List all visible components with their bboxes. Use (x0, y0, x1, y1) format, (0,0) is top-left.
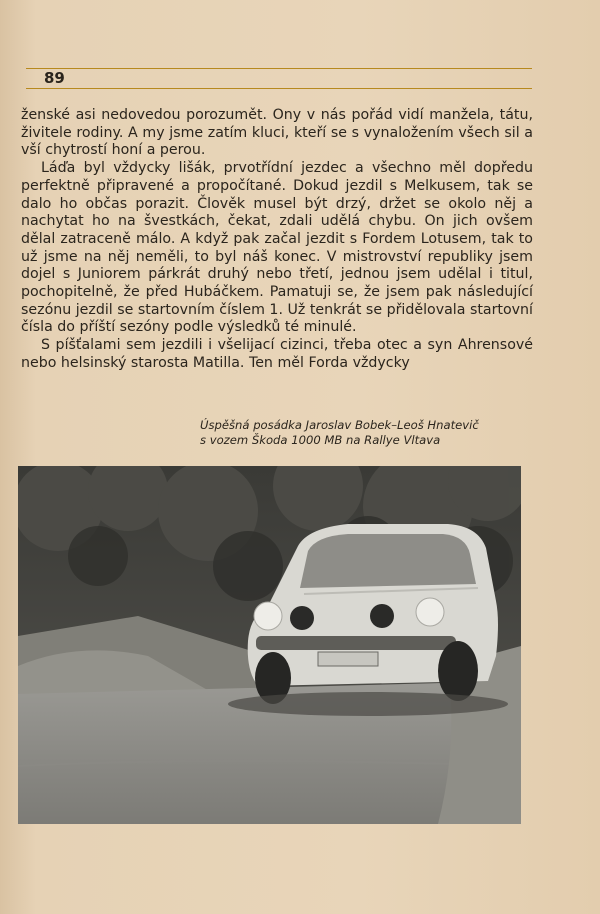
paragraph-3: S píšťalami sem jezdili i všelijací cizinci, třeba otec a syn Ahrensové nebo helsinský starosta Matilla. Ten měl Forda vždycky (21, 337, 533, 371)
photo-caption (200, 418, 540, 448)
header-rule-bottom (26, 88, 532, 89)
page-number: 89 (44, 69, 65, 87)
header-rule-top (26, 68, 532, 69)
caption-line-2: s vozem Škoda 1000 MB na Rallye Vltava (200, 432, 441, 447)
rally-car-photo-illustration (18, 466, 521, 824)
body-text (21, 107, 533, 373)
paragraph-2: Láďa byl vždycky lišák, prvotřídní jezdec a všechno měl dopředu perfektně připravené a propočítané. Dokud jezdil s Melkusem, tak se dalo ho občas porazit. Člověk musel být drzý, držet se okolo něj a nachytat ho na švestkách, čekat, zdali udělá chybu. On jich ovšem dělal zatraceně málo. A když pak začal jezdit s Fordem Lotusem, tak to už jsme na něj neměli, to byl náš konec. V mistrovství republiky jsem dojel s Juniorem párkrát druhý nebo třetí, jednou jsem udělal i titul, pochopitelně, že před Hubáčkem. Pamatuji se, že jsem pak následující sezónu jezdil se startovním číslem 1. Už tenkrát se přidělovala startovní čísla do příští sezóny podle výsledků té minulé. (21, 160, 533, 336)
paragraph-1: ženské asi nedovedou porozumět. Ony v nás pořád vidí manžela, tátu, živitele rodiny. A my jsme zatím kluci, kteří se s vynaložením všech sil a vší chytrostí honí a perou. (21, 107, 533, 159)
caption-line-1: Úspěšná posádka Jaroslav Bobek–Leoš Hnatevič (200, 418, 479, 432)
rally-car-photo (18, 466, 521, 824)
